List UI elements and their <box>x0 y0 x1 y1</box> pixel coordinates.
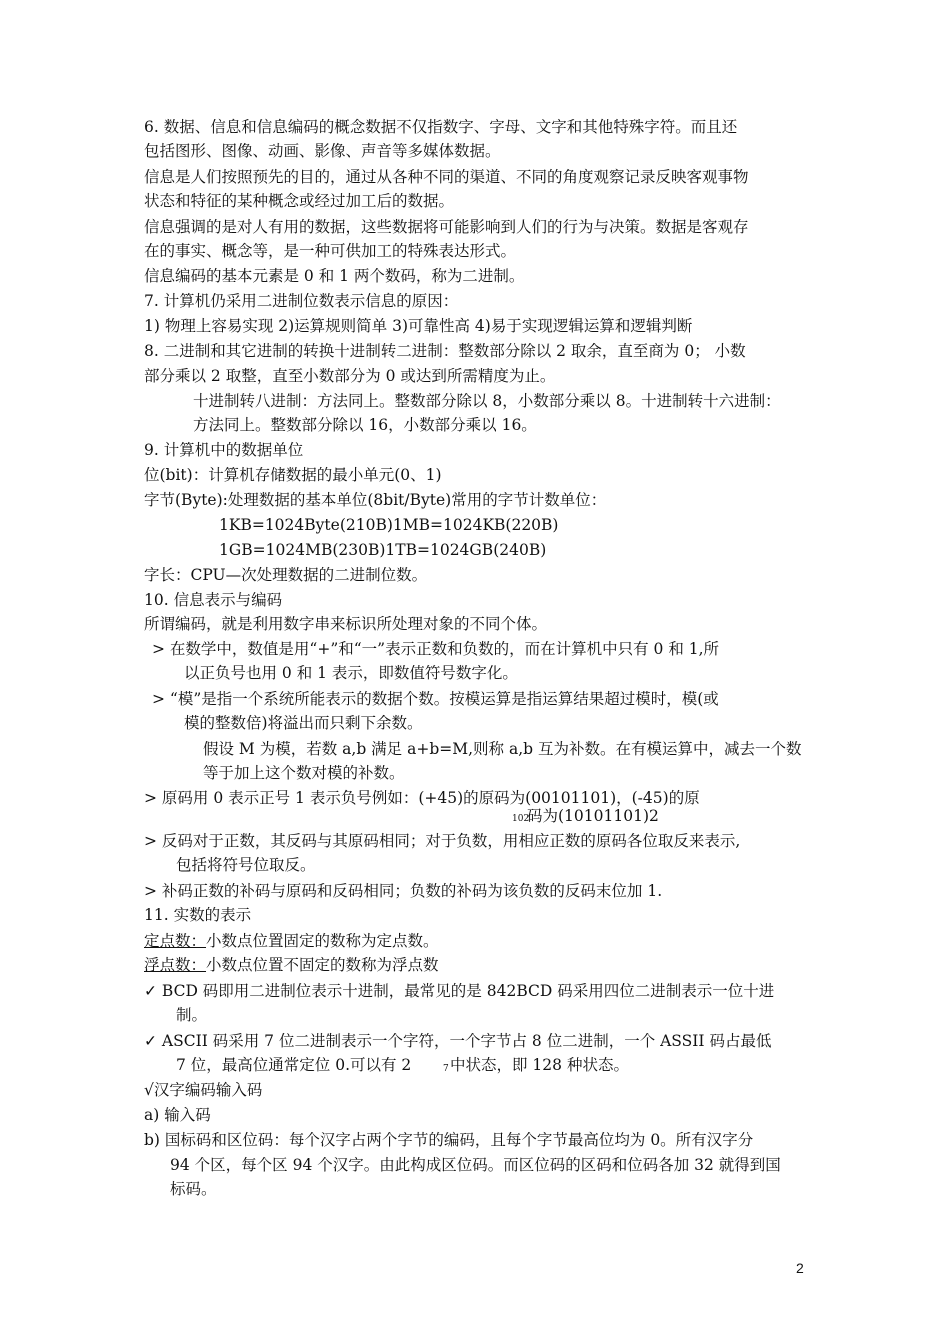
item-6-line-2: 包括图形、图像、动画、影像、声音等多媒体数据。 <box>144 142 501 160</box>
bullet-ones-complement-line-1: > 反码对于正数，其反码与其原码相同；对于负数，用相应正数的原码各位取反来表示, <box>144 832 741 850</box>
item-6-line-1: 6. 数据、信息和信息编码的概念数据不仅指数字、字母、文字和其他特殊字符。而且还 <box>144 118 738 136</box>
floating-point-term: 浮点数： <box>144 956 207 974</box>
item-7-reasons: 1) 物理上容易实现 2)运算规则简单 3)可靠性高 4)易于实现逻辑运算和逻辑判断 <box>144 317 693 335</box>
word-length-definition: 字长：CPU—次处理数据的二进制位数。 <box>144 566 428 584</box>
info-definition-line-2: 状态和特征的某种概念或经过加工后的数据。 <box>144 192 455 210</box>
item-10-heading: 10. 信息表示与编码 <box>144 591 283 609</box>
chinese-encoding-heading: √汉字编码输入码 <box>144 1081 263 1099</box>
item-b-line-3: 标码。 <box>170 1180 217 1198</box>
bullet-sign-magnitude-line-2: 码为(10101101)2 <box>527 807 659 825</box>
bullet-sign-line-2: 以正负号也用 0 和 1 表示，即数值符号数字化。 <box>184 664 518 682</box>
info-emphasis-line-2: 在的事实、概念等，是一种可供加工的特殊表达形式。 <box>144 242 517 260</box>
bullet-ones-complement-line-2: 包括将符号位取反。 <box>176 856 316 874</box>
fixed-point-term: 定点数： <box>144 932 207 950</box>
item-11-heading: 11. 实数的表示 <box>144 906 252 924</box>
bullet-twos-complement: > 补码正数的补码与原码和反码相同；负数的补码为该负数的反码末位加 1. <box>144 882 663 900</box>
item-9-heading: 9. 计算机中的数据单位 <box>144 441 304 459</box>
encoding-definition: 所谓编码，就是利用数字串来标识所处理对象的不同个体。 <box>144 615 548 633</box>
check-bcd-line-2: 制。 <box>176 1006 208 1024</box>
check-ascii-line-2b: 中状态，即 128 种状态。 <box>450 1056 629 1074</box>
unit-kb-mb: 1KB=1024Byte(210B)1MB=1024KB(220B) <box>219 516 559 534</box>
subscript-7: 7 <box>443 1064 449 1074</box>
encoding-elements-line: 信息编码的基本元素是 0 和 1 两个数码，称为二进制。 <box>144 267 525 285</box>
check-ascii-line-2a: 7 位，最高位通常定位 0.可以有 2 <box>176 1056 412 1074</box>
info-definition-line-1: 信息是人们按照预先的目的，通过从各种不同的渠道、不同的角度观察记录反映客观事物 <box>144 168 749 186</box>
item-8-line-2: 部分乘以 2 取整，直至小数部分为 0 或达到所需精度为止。 <box>144 367 556 385</box>
complement-line-2: 等于加上这个数对模的补数。 <box>203 764 405 782</box>
item-8-line-1: 8. 二进制和其它进制的转换十进制转二进制：整数部分除以 2 取余，直至商为 0； 小数 <box>144 342 746 360</box>
check-bcd-line-1: ✓ BCD 码即用二进制位表示十进制，最常见的是 842BCD 码采用四位二进制表示一位十进 <box>144 982 775 1000</box>
bullet-modulus-line-2: 模的整数倍)将溢出而只剩下余数。 <box>184 714 423 732</box>
unit-gb-tb: 1GB=1024MB(230B)1TB=1024GB(240B) <box>219 541 547 559</box>
check-ascii-line-1: ✓ ASCII 码采用 7 位二进制表示一个字符，一个字节占 8 位二进制，一个 ASSII 码占最低 <box>144 1032 772 1050</box>
item-a-input-code: a) 输入码 <box>144 1106 211 1124</box>
bullet-modulus-line-1: > “模”是指一个系统所能表示的数据个数。按模运算是指运算结果超过模时，模(或 <box>152 690 719 708</box>
subscript-102: 102 <box>512 814 530 824</box>
floating-point-definition: 小数点位置不固定的数称为浮点数 <box>206 956 439 974</box>
bullet-sign-line-1: > 在数学中，数值是用“+”和“一”表示正数和负数的，而在计算机中只有 0 和 1,所 <box>152 640 720 658</box>
page-number: 2 <box>796 1260 804 1276</box>
info-emphasis-line-1: 信息强调的是对人有用的数据，这些数据将可能影响到人们的行为与决策。数据是客观存 <box>144 218 749 236</box>
item-7-heading: 7. 计算机仍采用二进制位数表示信息的原因： <box>144 292 459 310</box>
complement-line-1: 假设 M 为模，若数 a,b 满足 a+b=M,则称 a,b 互为补数。在有模运算中，减去一个数 <box>203 740 802 758</box>
item-8-line-3: 十进制转八进制：方法同上。整数部分除以 8，小数部分乘以 8。十进制转十六进制： <box>193 392 781 410</box>
item-b-line-1: b) 国标码和区位码：每个汉字占两个字节的编码，且每个字节最高位均为 0。所有汉字分 <box>144 1131 754 1149</box>
byte-definition: 字节(Byte):处理数据的基本单位(8bit/Byte)常用的字节计数单位： <box>144 491 607 509</box>
fixed-point-definition: 小数点位置固定的数称为定点数。 <box>206 932 439 950</box>
bullet-sign-magnitude-line-1: > 原码用 0 表示正号 1 表示负号例如：(+45)的原码为(00101101)，(-45)的原 <box>144 789 700 807</box>
bit-definition: 位(bit)：计算机存储数据的最小单元(0、1) <box>144 466 442 484</box>
item-8-line-4: 方法同上。整数部分除以 16，小数部分乘以 16。 <box>193 416 537 434</box>
item-b-line-2: 94 个区，每个区 94 个汉字。由此构成区位码。而区位码的区码和位码各加 32 就得到国 <box>170 1156 781 1174</box>
